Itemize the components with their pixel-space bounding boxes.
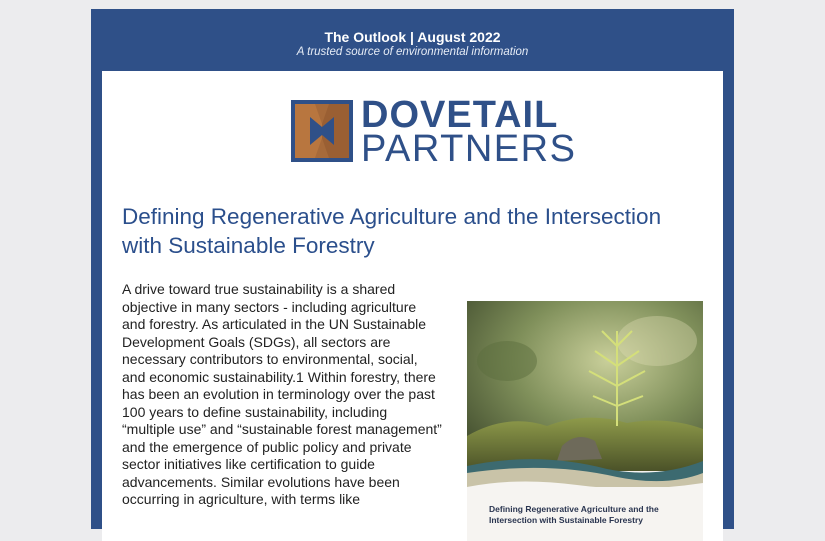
dovetail-partners-logo[interactable] bbox=[291, 94, 577, 170]
article-body-text: A drive toward true sustainability is a shared objective in many sectors - including agriculture and forestry. As articulated in the UN Sustainable Development Goals (SDGs), all sectors are necessary contributors to environmental, social, and economic sustainability.1 Within forestry, there has been an evolution in terminology over the past 100 years to define sustainability, including “multiple use” and “sustainable forest management” and the emergence of public policy and private sector initiatives like certification to guide advancements. Similar evolutions have been occurring in agriculture, with terms like bbox=[122, 281, 442, 507]
newsletter-body bbox=[102, 71, 723, 541]
newsletter-subtitle: A trusted source of environmental information bbox=[296, 46, 529, 58]
newsletter-frame bbox=[91, 9, 734, 529]
logo-wordmark-line1: DOVETAIL bbox=[361, 94, 559, 136]
report-thumbnail[interactable] bbox=[467, 301, 703, 541]
report-thumbnail-caption: Defining Regenerative Agriculture and the Intersection with Sustainable Forestry bbox=[489, 504, 659, 525]
newsletter-title: The Outlook | August 2022 bbox=[324, 29, 501, 45]
dovetail-logo-icon bbox=[291, 100, 353, 162]
logo-wordmark-line2: PARTNERS bbox=[361, 128, 577, 170]
article-title[interactable]: Defining Regenerative Agriculture and the Intersection with Sustainable Forestry bbox=[122, 204, 662, 258]
